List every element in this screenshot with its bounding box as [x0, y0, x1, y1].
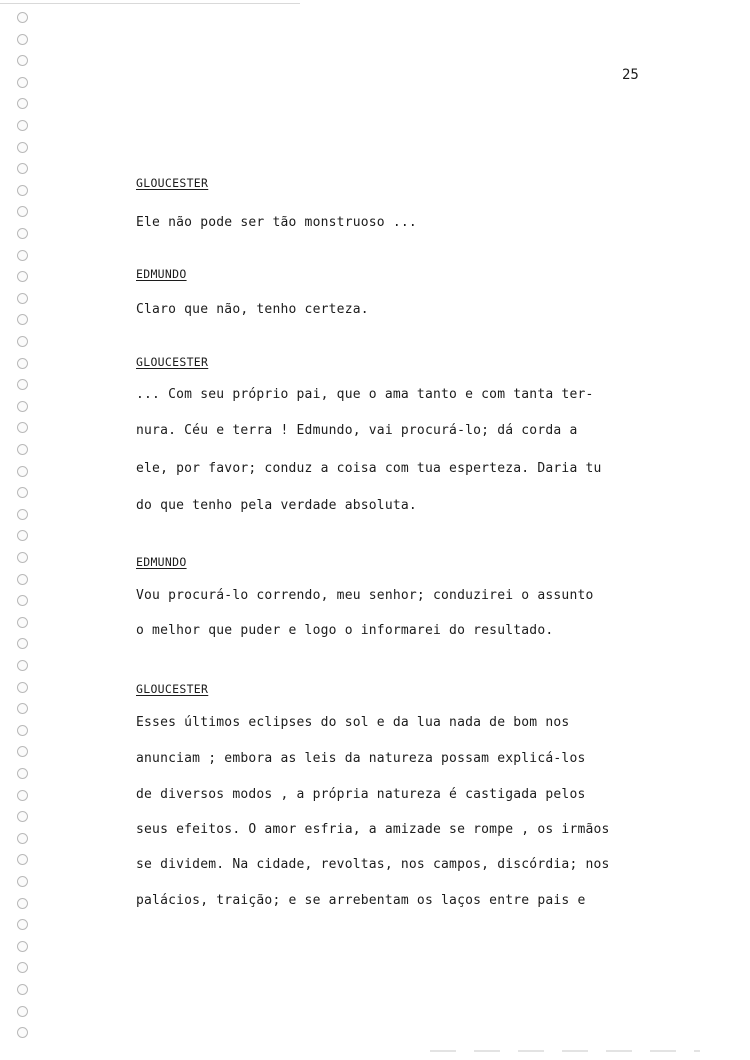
binder-hole	[17, 401, 28, 412]
speaker-name: GLOUCESTER	[136, 355, 209, 369]
dialogue-line: nura. Céu e terra ! Edmundo, vai procurá-lo; dá corda a	[136, 423, 578, 438]
dialogue-line: ... Com seu próprio pai, que o ama tanto e com tanta ter-	[136, 387, 594, 402]
binder-hole	[17, 444, 28, 455]
binder-hole	[17, 876, 28, 887]
binder-hole	[17, 768, 28, 779]
binder-hole	[17, 271, 28, 282]
binder-hole	[17, 336, 28, 347]
binder-hole	[17, 206, 28, 217]
speaker-name: GLOUCESTER	[136, 682, 209, 696]
binder-hole	[17, 422, 28, 433]
dialogue-line: do que tenho pela verdade absoluta.	[136, 498, 417, 513]
dialogue-line: seus efeitos. O amor esfria, a amizade se rompe , os irmãos	[136, 822, 610, 837]
speaker-name: EDMUNDO	[136, 267, 187, 281]
binder-hole	[17, 466, 28, 477]
bottom-faint-marks	[430, 1050, 700, 1052]
binder-hole	[17, 638, 28, 649]
dialogue-line: se dividem. Na cidade, revoltas, nos campos, discórdia; nos	[136, 857, 610, 872]
dialogue-line: Vou procurá-lo correndo, meu senhor; conduzirei o assunto	[136, 588, 594, 603]
binder-hole	[17, 142, 28, 153]
binder-hole	[17, 530, 28, 541]
binder-hole	[17, 941, 28, 952]
binder-hole	[17, 98, 28, 109]
binder-hole	[17, 228, 28, 239]
binder-hole	[17, 358, 28, 369]
speaker-name: EDMUNDO	[136, 555, 187, 569]
binder-hole	[17, 552, 28, 563]
speaker-name: GLOUCESTER	[136, 176, 209, 190]
page-number: 25	[622, 67, 639, 83]
binder-hole	[17, 120, 28, 131]
dialogue-line: Claro que não, tenho certeza.	[136, 302, 369, 317]
binder-hole	[17, 250, 28, 261]
binder-hole	[17, 185, 28, 196]
binder-hole	[17, 12, 28, 23]
binder-hole	[17, 1006, 28, 1017]
binder-hole	[17, 77, 28, 88]
binder-hole	[17, 833, 28, 844]
dialogue-line: ele, por favor; conduz a coisa com tua esperteza. Daria tu	[136, 461, 602, 476]
binder-hole	[17, 660, 28, 671]
binder-hole	[17, 55, 28, 66]
binder-hole	[17, 617, 28, 628]
binder-hole	[17, 574, 28, 585]
binder-hole	[17, 811, 28, 822]
dialogue-line: Esses últimos eclipses do sol e da lua nada de bom nos	[136, 715, 570, 730]
binder-hole	[17, 379, 28, 390]
binder-hole	[17, 1027, 28, 1038]
binder-hole	[17, 725, 28, 736]
binder-hole	[17, 293, 28, 304]
binder-hole	[17, 595, 28, 606]
dialogue-line: palácios, traição; e se arrebentam os laços entre pais e	[136, 893, 586, 908]
binder-hole	[17, 962, 28, 973]
dialogue-line: o melhor que puder e logo o informarei do resultado.	[136, 623, 554, 638]
binder-hole	[17, 163, 28, 174]
binder-hole	[17, 314, 28, 325]
binder-hole	[17, 898, 28, 909]
dialogue-line: de diversos modos , a própria natureza é castigada pelos	[136, 787, 586, 802]
binder-hole	[17, 790, 28, 801]
binder-hole	[17, 34, 28, 45]
binder-hole	[17, 854, 28, 865]
binder-hole	[17, 703, 28, 714]
binder-holes	[17, 12, 31, 1052]
binder-hole	[17, 984, 28, 995]
dialogue-line: anunciam ; embora as leis da natureza possam explicá-los	[136, 751, 586, 766]
binder-hole	[17, 746, 28, 757]
dialogue-line: Ele não pode ser tão monstruoso ...	[136, 215, 417, 230]
binder-hole	[17, 509, 28, 520]
top-edge-rule	[0, 3, 300, 4]
binder-hole	[17, 487, 28, 498]
binder-hole	[17, 682, 28, 693]
binder-hole	[17, 919, 28, 930]
